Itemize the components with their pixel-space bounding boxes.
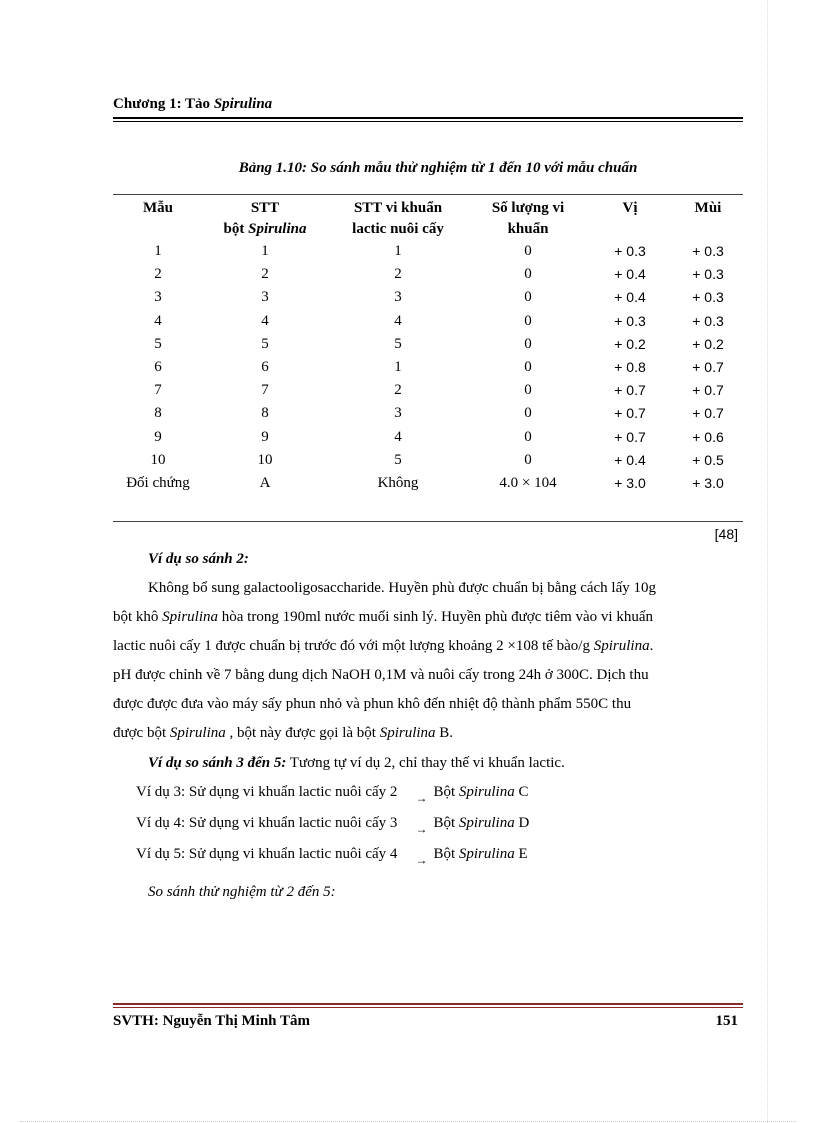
table-cell: 10 [150,451,166,468]
table-cell: 0 [524,359,532,375]
header-rule [113,117,743,119]
table-cell: 0 [524,243,532,259]
chapter-title: Chương 1: Tảo [113,96,214,112]
table-cell: 5 [154,335,162,352]
table-cell: + 0.6 [692,428,724,445]
table-row [0,382,816,405]
table-header-bacteria-no: STT vi khuẩn lactic nuôi cấy [352,200,444,237]
table-cell: 9 [261,428,269,445]
table-row [0,359,816,382]
footer-rule [113,1003,743,1005]
table-cell: 4 [394,312,402,329]
table-header-powder-no: STT bột Spirulina [223,200,307,237]
table-cell: 9 [154,428,162,445]
example35-paragraph: Ví dụ so sánh 3 đến 5: Tương tự ví dụ 2, chỉ thay thế vi khuẩn lactic. [148,755,565,771]
table-cell: + 0.7 [692,359,724,375]
table-cell: 4.0 × 104 [499,475,557,491]
table-cell: 8 [261,405,269,422]
table-cell: 4 [394,428,402,445]
table-cell: + 0.3 [692,312,724,329]
example2-title: Ví dụ so sánh 2: [148,551,249,567]
table-cell: 8 [154,405,162,422]
table-cell: 1 [261,243,269,259]
arrow-icon: → [415,791,428,805]
table-cell: 6 [261,359,269,375]
table-cell: 0 [524,382,532,399]
table-cell: 4 [261,312,269,329]
table-cell: + 0.3 [692,243,724,259]
table-cell: A [259,475,271,491]
table-cell: + 0.7 [614,405,646,422]
table-cell: + 3.0 [692,475,724,491]
table-row [0,313,816,336]
table-row [0,475,816,498]
table-cell: 0 [524,451,532,468]
table-cell: + 0.3 [692,266,724,283]
table-cell: 0 [524,289,532,306]
table-cell: + 0.4 [614,289,646,306]
table-cell: 0 [524,266,532,283]
table-cell: 2 [261,266,269,283]
table-cell: + 0.4 [614,451,646,468]
example2-line2: bột khô Spirulina hòa trong 190ml nước muối sinh lý. Huyền phù được tiêm vào vi khuẩn [113,609,654,625]
arrow-icon: → [415,853,428,867]
example-item: Ví dụ 4: Sử dụng vi khuẩn lactic nuôi cấy 3 → Bột Spirulina D [136,815,530,836]
table-header-sample: Mẫu [143,200,173,216]
table-cell: 0 [524,312,532,329]
table-cell: 1 [394,243,402,259]
example2-line1: Không bổ sung galactooligosaccharide. Huyền phù được chuẩn bị bằng cách lấy 10g [148,580,657,596]
example2-line6: được bột Spirulina , bột này được gọi là bột Spirulina B. [113,725,454,741]
table-cell: 7 [261,382,269,399]
table-header-bacteria-count: Số lượng vi khuẩn [491,200,565,237]
table-top-rule [113,194,743,195]
table-cell: 2 [394,266,402,283]
table-row [0,266,816,289]
table-cell: + 0.2 [614,335,646,352]
footer-author: SVTH: Nguyễn Thị Minh Tâm [113,1013,310,1029]
reference-citation: [48] [714,526,738,542]
arrow-icon: → [415,822,428,836]
table-cell: + 3.0 [614,475,646,491]
table-cell: Không [377,475,419,491]
header-rule-thin [113,121,743,122]
table-cell: 0 [524,335,532,352]
table-cell: + 0.2 [692,335,724,352]
table-cell: + 0.3 [692,289,724,306]
example2-line4: pH được chỉnh về 7 bằng dung dịch NaOH 0,1M và nuôi cấy trong 24h ở 300C. Dịch thu [113,667,649,683]
table-cell: 5 [261,335,269,352]
page-edge-dots [20,1121,796,1122]
table-cell: 1 [394,359,402,375]
table-cell: + 0.4 [614,266,646,283]
table-row [0,289,816,312]
table-cell: 5 [394,451,402,468]
table-bottom-rule [113,521,743,522]
table-cell: 6 [154,359,162,375]
table-cell: 5 [394,335,402,352]
table-cell: 7 [154,382,162,399]
table-cell: + 0.3 [614,243,646,259]
example2-line3: lactic nuôi cấy 1 được chuẩn bị trước đó với một lượng khoảng 2 ×108 tế bào/g Spirulina. [113,638,654,654]
example-item: Ví dụ 5: Sử dụng vi khuẩn lactic nuôi cấy 4 → Bột Spirulina E [136,846,528,867]
table-cell: Đối chứng [126,475,190,491]
table-cell: 2 [394,382,402,399]
table-cell: + 0.8 [614,359,646,375]
table-cell: 3 [394,405,402,422]
table-cell: 2 [154,266,162,283]
table-cell: 10 [257,451,273,468]
table-row [0,243,816,266]
table-cell: + 0.5 [692,451,724,468]
table-header-taste: Vị [622,200,638,216]
comparison-heading: So sánh thử nghiệm từ 2 đến 5: [148,884,336,900]
chapter-header [113,96,272,113]
table-cell: 4 [154,312,162,329]
table-row [0,336,816,359]
table-cell: 3 [154,289,162,306]
table-caption: Bảng 1.10: So sánh mẫu thử nghiệm từ 1 đến 10 với mẫu chuẩn [238,160,638,176]
table-row [0,452,816,475]
table-cell: + 0.7 [614,382,646,399]
table-header-smell: Mùi [694,200,722,216]
chapter-title-italic: Spirulina [213,96,273,112]
example2-line5: được được đưa vào máy sấy phun nhỏ và phun khô đến nhiệt độ thành phẩm 550C thu [113,696,632,712]
table-cell: + 0.3 [614,312,646,329]
table-cell: 0 [524,428,532,445]
example-item: Ví dụ 3: Sử dụng vi khuẩn lactic nuôi cấy 2 → Bột Spirulina C [136,784,529,805]
table-cell: 1 [154,243,162,259]
footer-rule-thin [113,1007,743,1008]
page-edge-dots-vertical [767,0,768,1123]
table-row [0,429,816,452]
table-cell: 0 [524,405,532,422]
table-row [0,405,816,428]
table-cell: + 0.7 [614,428,646,445]
table-cell: + 0.7 [692,382,724,399]
table-cell: 3 [261,289,269,306]
table-cell: + 0.7 [692,405,724,422]
page-number: 151 [715,1013,738,1029]
table-cell: 3 [394,289,402,306]
